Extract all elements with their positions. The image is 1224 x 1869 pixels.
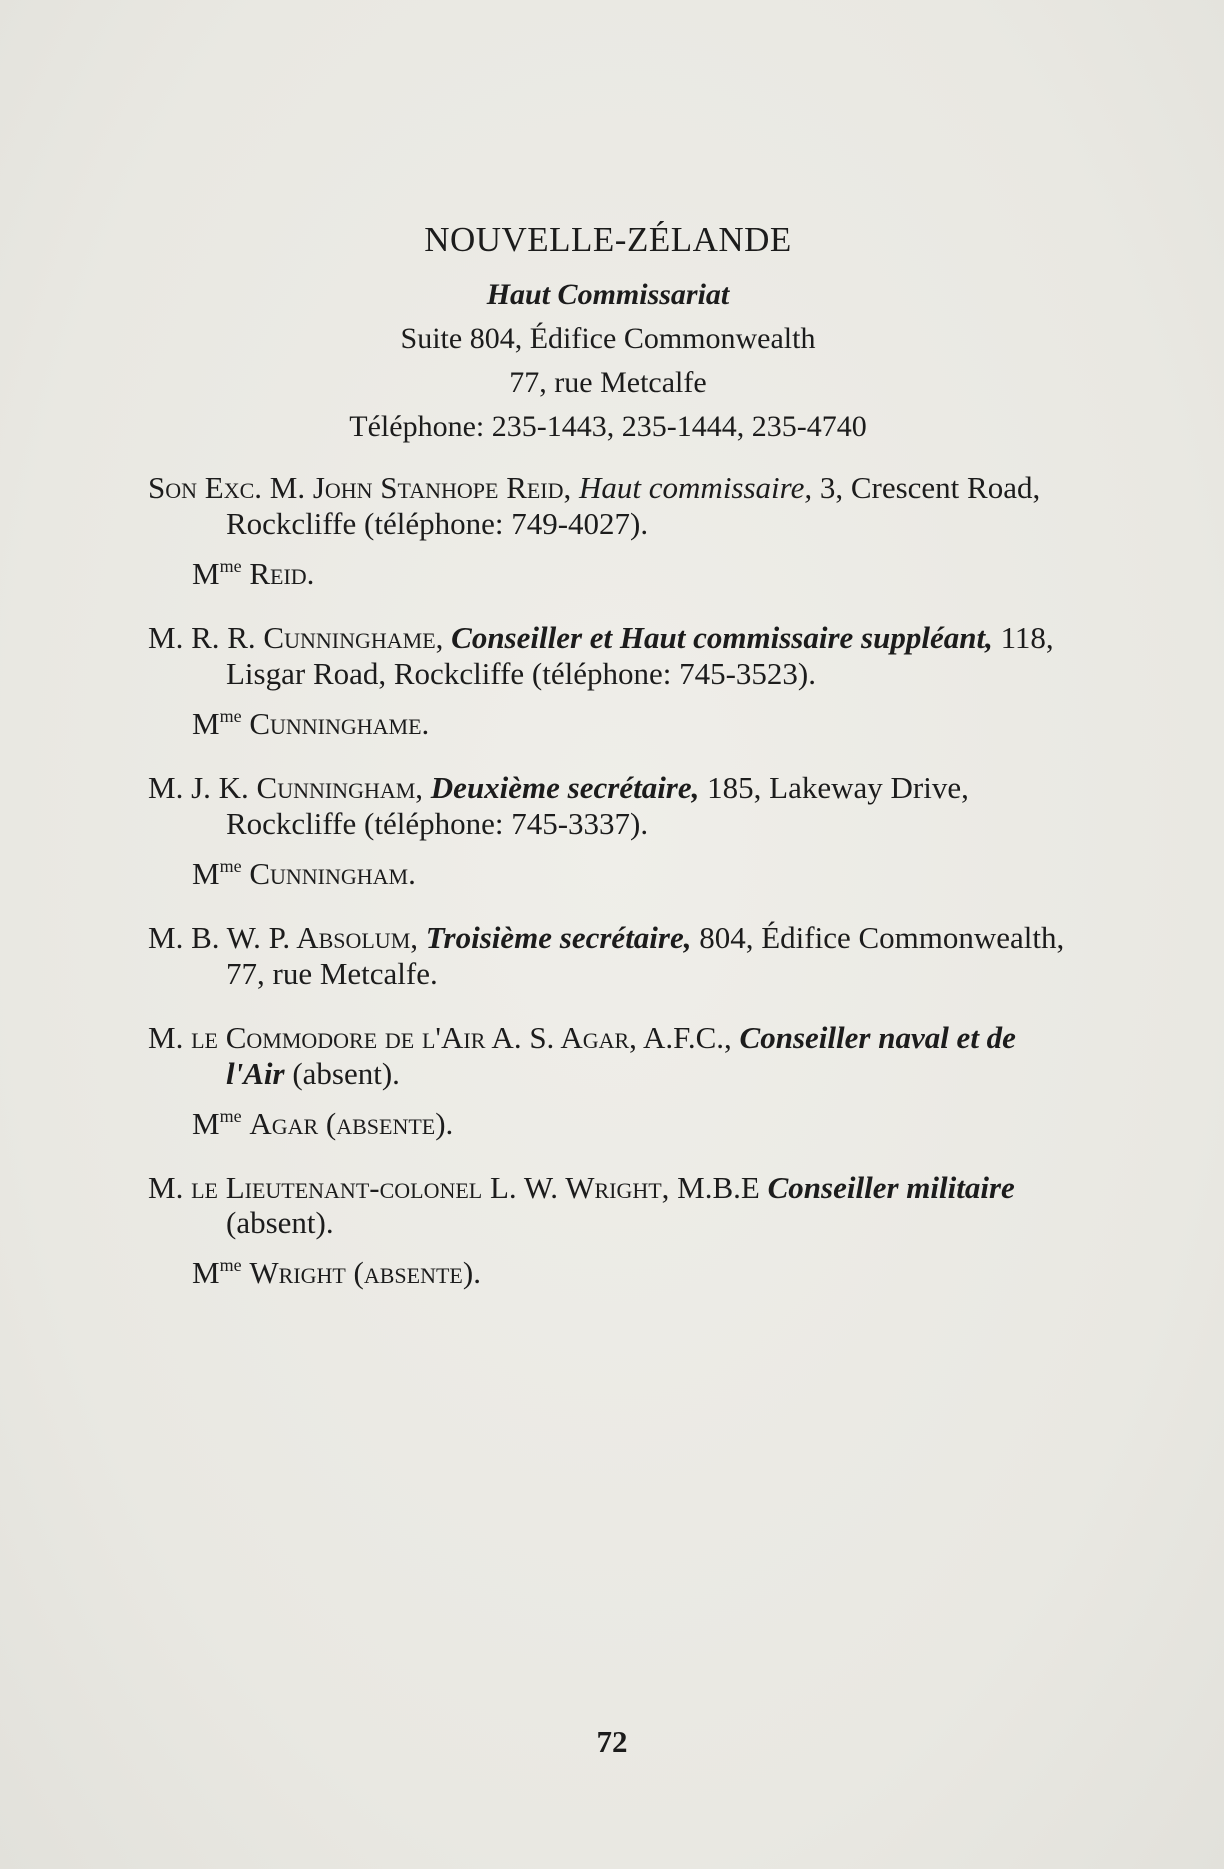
entry-details: (absent). [226, 1205, 334, 1241]
staff-entry [148, 1170, 1068, 1242]
spouse-honorific: M [192, 855, 220, 891]
spouse-honorific: M [192, 555, 220, 591]
entry-details: 118, Lisgar Road, Rockcliffe (téléphone: 745-3523). [226, 619, 1054, 691]
entry-name: M. le Commodore de l'Air A. S. Agar, A.F.C., [148, 1019, 732, 1055]
spouse-name: Wright (absente). [249, 1255, 481, 1291]
spouse-honorific-sup: me [219, 1255, 242, 1276]
entry-title: Conseiller militaire [767, 1169, 1015, 1205]
staff-entry [148, 920, 1068, 992]
staff-entry [148, 470, 1068, 542]
entry-title: Conseiller et Haut commissaire suppléant, [451, 619, 993, 655]
spouse-honorific-sup: me [219, 705, 242, 726]
staff-entry [148, 1020, 1068, 1092]
entry-details: (absent). [292, 1055, 400, 1091]
entry-details: 3, Crescent Road, Rockcliffe (téléphone: 749-4027). [226, 470, 1041, 541]
spouse-honorific: M [192, 1255, 220, 1291]
spouse-line [192, 856, 1068, 892]
spouse-line [192, 1106, 1068, 1142]
entry-details: 185, Lakeway Drive, Rockcliffe (téléphone: 745-3337). [226, 769, 969, 841]
spouse-name: Reid. [249, 555, 315, 591]
entry-details: 804, Édifice Commonwealth, 77, rue Metcalfe. [226, 919, 1065, 991]
spouse-honorific-sup: me [219, 555, 242, 576]
entry-name: M. R. R. Cunninghame, [148, 619, 444, 655]
spouse-name: Cunninghame. [249, 705, 430, 741]
spouse-line [192, 706, 1068, 742]
spouse-honorific-sup: me [219, 855, 242, 876]
office-name: Haut Commissariat [486, 278, 730, 311]
country-heading: NOUVELLE-ZÉLANDE [424, 220, 792, 259]
spouse-honorific: M [192, 1105, 220, 1141]
entry-title: Troisième secrétaire, [425, 919, 692, 955]
entry-name: M. le Lieutenant-colonel L. W. Wright, M.B.E [148, 1169, 760, 1205]
staff-entry [148, 770, 1068, 842]
spouse-line [192, 1255, 1068, 1291]
entry-title: Haut commissaire, [579, 470, 813, 505]
spouse-name: Cunningham. [249, 855, 416, 891]
spouse-line [192, 556, 1068, 592]
address-line-1: Suite 804, Édifice Commonwealth [400, 322, 816, 355]
spouse-honorific: M [192, 705, 220, 741]
entry-title: Conseiller naval et de l'Air [226, 1019, 1016, 1091]
telephone-line: Téléphone: 235-1443, 235-1444, 235-4740 [349, 410, 867, 443]
entry-name: Son Exc. M. John Stanhope Reid, [148, 470, 572, 505]
entry-name: M. J. K. Cunningham, [148, 769, 424, 805]
staff-entry [148, 620, 1068, 692]
address-line-2: 77, rue Metcalfe [509, 366, 707, 399]
entry-title: Deuxième secrétaire, [430, 769, 700, 805]
spouse-honorific-sup: me [219, 1105, 242, 1126]
entry-name: M. B. W. P. Absolum, [148, 919, 419, 955]
page-content [148, 220, 1068, 1291]
spouse-name: Agar (absente). [249, 1105, 454, 1141]
page-number: 72 [596, 1724, 628, 1759]
